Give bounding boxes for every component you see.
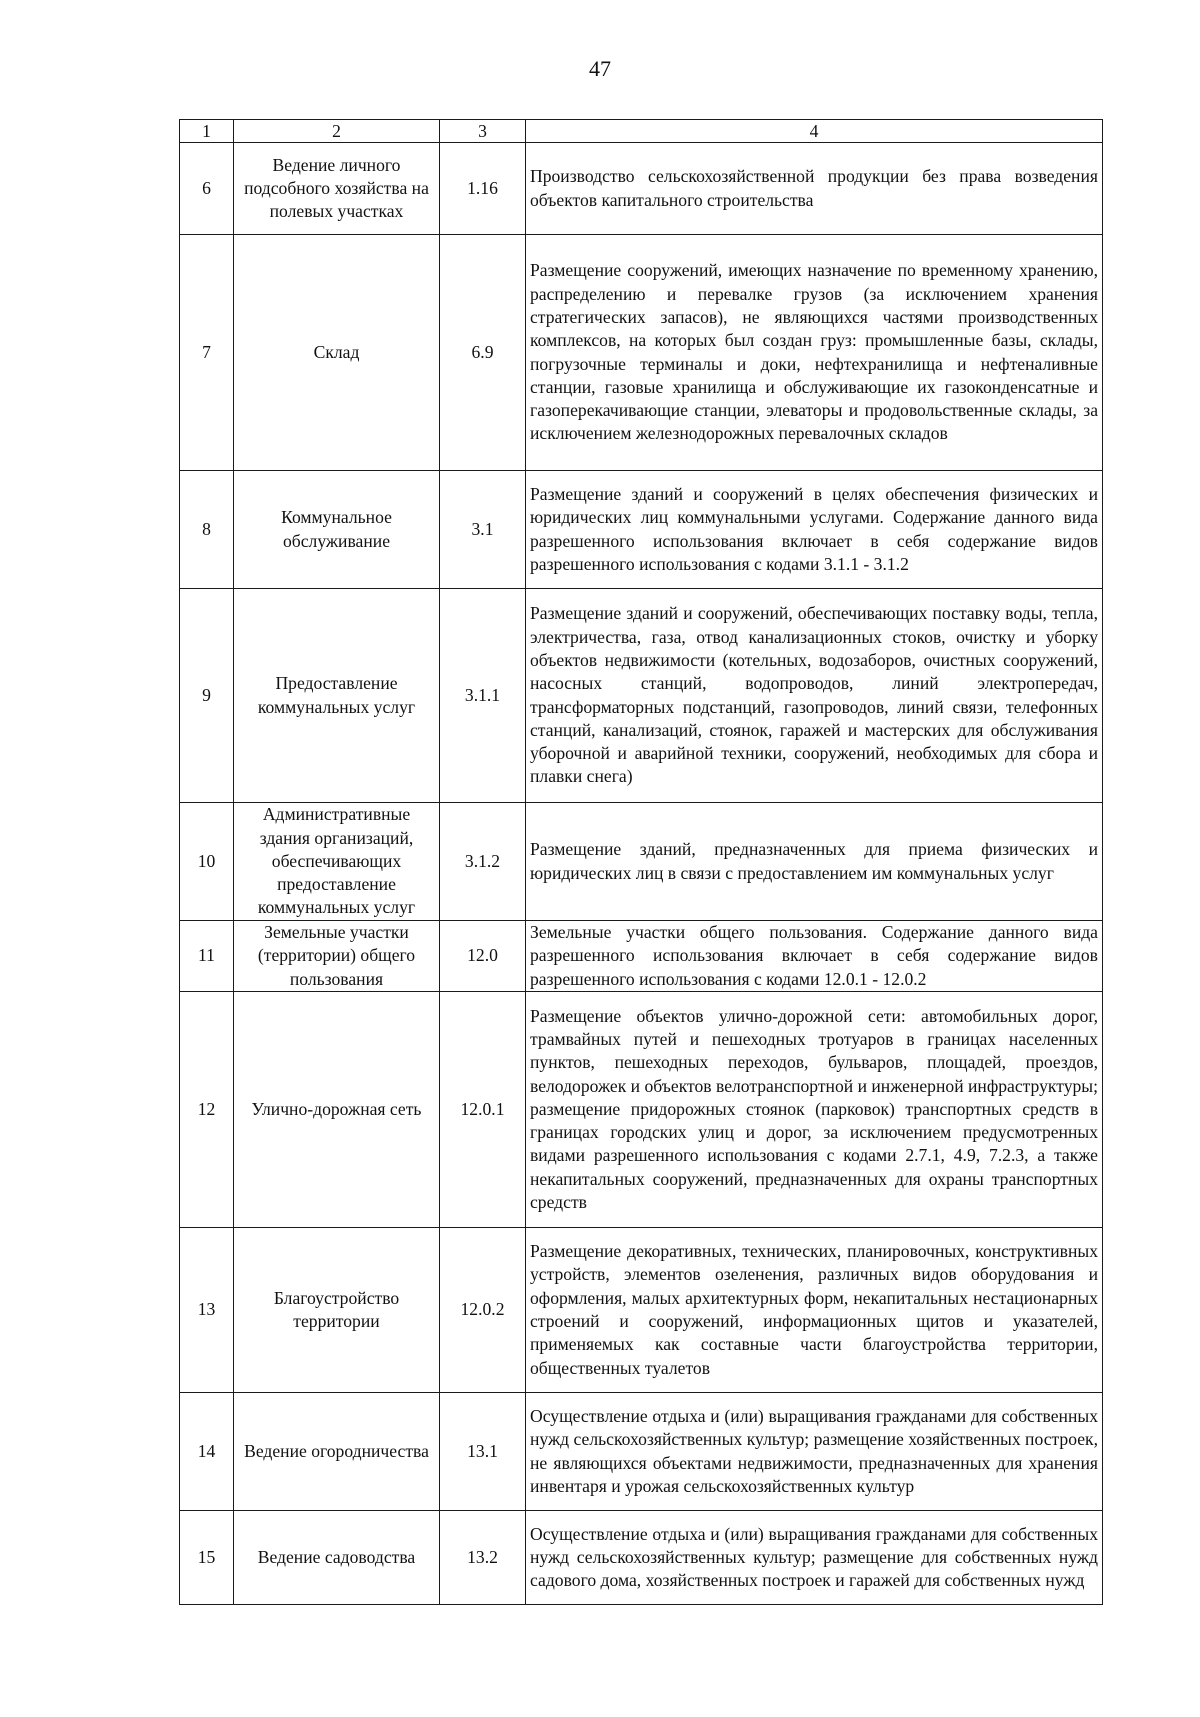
row-number: 12 bbox=[180, 992, 234, 1228]
use-type-code: 1.16 bbox=[440, 143, 526, 235]
use-type-description: Размещение сооружений, имеющих назначение по временному хранению, распределению и перевалке грузов (за исключением хранения стратегических запасов), не являющихся частями производственных комплексов, на которых был создан груз: промышленные базы, склады, погрузочные терминалы и доки, нефтехранилища и нефтеналивные станции, газовые хранилища и обслуживающие их газоконденсатные и газоперекачивающие станции, элеваторы и продовольственные склады, за исключением железнодорожных перевалочных складов bbox=[526, 235, 1103, 471]
row-number: 11 bbox=[180, 921, 234, 992]
page-number: 47 bbox=[589, 56, 611, 81]
row-number: 13 bbox=[180, 1228, 234, 1393]
use-type-code: 13.2 bbox=[440, 1511, 526, 1605]
use-type-name: Административные здания организаций, обеспечивающих предоставление коммунальных услуг bbox=[234, 803, 440, 921]
use-type-code: 3.1 bbox=[440, 471, 526, 589]
use-type-name: Ведение личного подсобного хозяйства на полевых участках bbox=[234, 143, 440, 235]
use-type-description: Размещение объектов улично-дорожной сети: автомобильных дорог, трамвайных путей и пешеходных тротуаров в границах населенных пунктов, пешеходных переходов, бульваров, площадей, проездов, велодорожек и объектов велотранспортной и инженерной инфраструктуры; размещение придорожных стоянок (парковок) транспортных средств в границах городских улиц и дорог, за исключением предусмотренных видами разрешенного использования с кодами 2.7.1, 4.9, 7.2.3, а также некапитальных сооружений, предназначенных для охраны транспортных средств bbox=[526, 992, 1103, 1228]
use-type-name: Улично-дорожная сеть bbox=[234, 992, 440, 1228]
use-type-description: Производство сельскохозяйственной продукции без права возведения объектов капитального строительства bbox=[526, 143, 1103, 235]
header-cell: 1 bbox=[180, 120, 234, 143]
table-row bbox=[180, 235, 1103, 471]
use-type-description: Размещение зданий и сооружений в целях обеспечения физических и юридических лиц коммунальными услугами. Содержание данного вида разрешенного использования включает в себя содержание видов разрешенного использования с кодами 3.1.1 - 3.1.2 bbox=[526, 471, 1103, 589]
row-number: 10 bbox=[180, 803, 234, 921]
use-type-code: 12.0.1 bbox=[440, 992, 526, 1228]
use-type-description: Размещение зданий, предназначенных для приема физических и юридических лиц в связи с предоставлением им коммунальных услуг bbox=[526, 803, 1103, 921]
header-cell: 4 bbox=[526, 120, 1103, 143]
row-number: 14 bbox=[180, 1393, 234, 1511]
use-type-code: 12.0.2 bbox=[440, 1228, 526, 1393]
use-type-code: 3.1.1 bbox=[440, 589, 526, 803]
table-header-row bbox=[180, 120, 1103, 143]
row-number: 9 bbox=[180, 589, 234, 803]
use-type-name: Склад bbox=[234, 235, 440, 471]
table-row bbox=[180, 471, 1103, 589]
row-number: 6 bbox=[180, 143, 234, 235]
use-type-description: Земельные участки общего пользования. Содержание данного вида разрешенного использования включает в себя содержание видов разрешенного использования с кодами 12.0.1 - 12.0.2 bbox=[526, 921, 1103, 992]
use-type-description: Осуществление отдыха и (или) выращивания гражданами для собственных нужд сельскохозяйственных культур; размещение хозяйственных построек, не являющихся объектами недвижимости, предназначенных для хранения инвентаря и урожая сельскохозяйственных культур bbox=[526, 1393, 1103, 1511]
row-number: 7 bbox=[180, 235, 234, 471]
use-type-name: Ведение садоводства bbox=[234, 1511, 440, 1605]
use-type-name: Коммунальное обслуживание bbox=[234, 471, 440, 589]
table-row bbox=[180, 1393, 1103, 1511]
table-row bbox=[180, 1511, 1103, 1605]
use-type-code: 3.1.2 bbox=[440, 803, 526, 921]
use-type-name: Благоустройство территории bbox=[234, 1228, 440, 1393]
use-type-description: Размещение зданий и сооружений, обеспечивающих поставку воды, тепла, электричества, газа, отвод канализационных стоков, очистку и уборку объектов недвижимости (котельных, водозаборов, очистных сооружений, насосных станций, водопроводов, линий электропередач, трансформаторных подстанций, газопроводов, линий связи, телефонных станций, канализаций, стоянок, гаражей и мастерских для обслуживания уборочной и аварийной техники, сооружений, необходимых для сбора и плавки снега) bbox=[526, 589, 1103, 803]
table-row bbox=[180, 1228, 1103, 1393]
use-type-name: Земельные участки (территории) общего пользования bbox=[234, 921, 440, 992]
row-number: 15 bbox=[180, 1511, 234, 1605]
use-type-code: 13.1 bbox=[440, 1393, 526, 1511]
table-row bbox=[180, 921, 1103, 992]
header-cell: 2 bbox=[234, 120, 440, 143]
land-use-table bbox=[179, 119, 1103, 1605]
table-row bbox=[180, 589, 1103, 803]
table-row bbox=[180, 803, 1103, 921]
header-cell: 3 bbox=[440, 120, 526, 143]
use-type-name: Предоставление коммунальных услуг bbox=[234, 589, 440, 803]
use-type-code: 6.9 bbox=[440, 235, 526, 471]
use-type-description: Осуществление отдыха и (или) выращивания гражданами для собственных нужд сельскохозяйственных культур; размещение для собственных нужд садового дома, хозяйственных построек и гаражей для собственных нужд bbox=[526, 1511, 1103, 1605]
use-type-code: 12.0 bbox=[440, 921, 526, 992]
table-row bbox=[180, 143, 1103, 235]
use-type-description: Размещение декоративных, технических, планировочных, конструктивных устройств, элементов озеленения, различных видов оборудования и оформления, малых архитектурных форм, некапитальных нестационарных строений и сооружений, информационных щитов и указателей, применяемых как составные части благоустройства территории, общественных туалетов bbox=[526, 1228, 1103, 1393]
use-type-name: Ведение огородничества bbox=[234, 1393, 440, 1511]
row-number: 8 bbox=[180, 471, 234, 589]
table-row bbox=[180, 992, 1103, 1228]
